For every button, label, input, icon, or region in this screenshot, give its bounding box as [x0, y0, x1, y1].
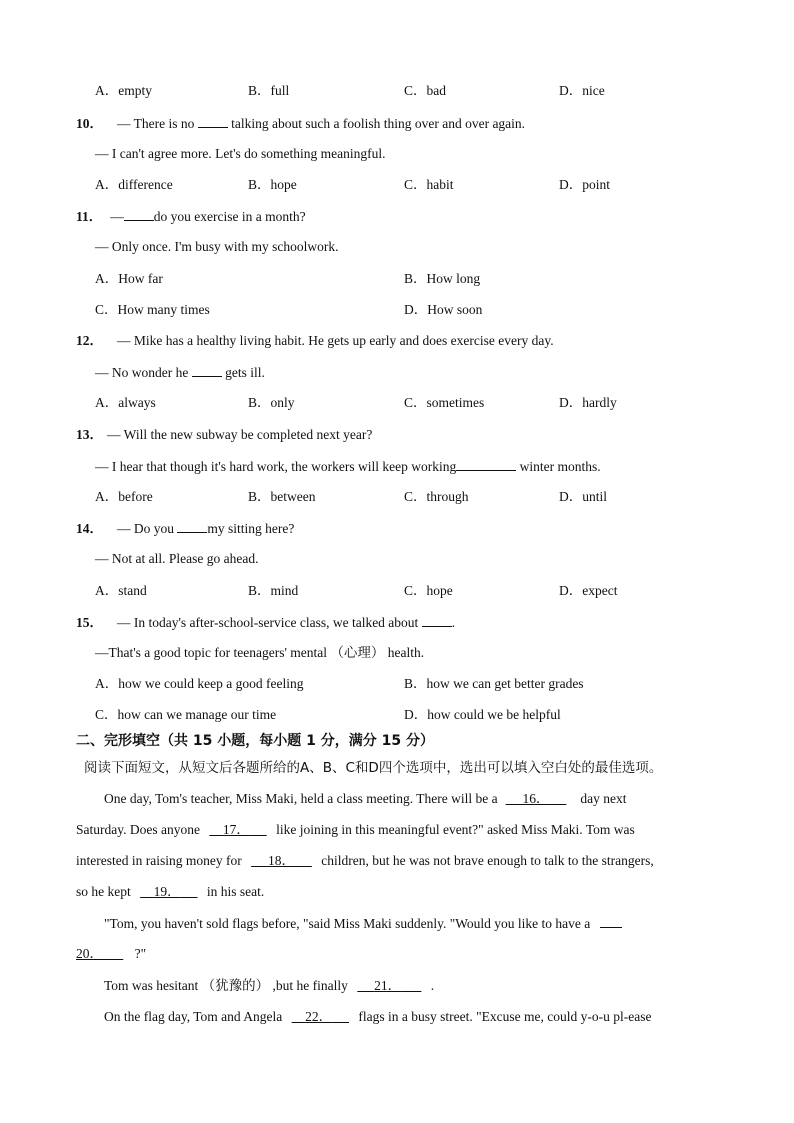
- passage-text: On the flag day, Tom and Angela: [104, 1009, 283, 1024]
- blank-17-label: 17．: [222, 822, 250, 837]
- blank-20-start: [600, 914, 622, 928]
- q14-option-a: A．stand: [95, 583, 147, 598]
- q11-option-c: C．How many times: [95, 302, 210, 317]
- q10-reply: — I can't agree more. Let's do something meaningful.: [95, 146, 386, 161]
- q11-option-d: D．How soon: [404, 302, 483, 317]
- q14-reply: — Not at all. Please go ahead.: [95, 551, 259, 566]
- q11-option-b: B．How long: [404, 271, 481, 286]
- q9-option-b: B．full: [248, 83, 290, 98]
- q15-text-a: — In today's after-school-service class, we talked about: [117, 615, 419, 630]
- passage-text: in his seat.: [206, 884, 265, 899]
- blank-16: [501, 790, 571, 806]
- q12-option-d: D．hardly: [559, 395, 617, 410]
- q11-blank: [124, 207, 154, 221]
- blank-20: [76, 946, 123, 961]
- passage-text: ?": [134, 946, 147, 961]
- q12-reply-a: — No wonder he: [95, 365, 189, 380]
- blank-16-label: 16．: [522, 791, 550, 806]
- q12-text: — Mike has a healthy living habit. He gets up early and does exercise every day.: [117, 333, 554, 348]
- q12-option-b: B．only: [248, 395, 295, 410]
- blank-22-label: 22．: [305, 1009, 333, 1024]
- blank-21: [357, 978, 421, 993]
- passage-text: interested in raising money for: [76, 853, 242, 868]
- passage-text: children, but he was not brave enough to talk to the strangers,: [321, 853, 654, 868]
- q15-blank: [422, 613, 452, 627]
- q14-stem: [76, 519, 294, 538]
- q12-number: 12．: [76, 333, 103, 348]
- q13-reply-a: — I hear that though it's hard work, the workers will keep working: [95, 459, 457, 474]
- q13-reply-b: winter months.: [519, 459, 601, 474]
- q10-option-b: B．hope: [248, 177, 297, 192]
- q15-text-b: .: [451, 615, 456, 630]
- blank-20-label: 20．: [76, 946, 103, 961]
- passage-text: day next: [580, 791, 627, 806]
- q10-text-b: talking about such a foolish thing over and over again.: [231, 116, 526, 131]
- q10-stem: [76, 114, 525, 133]
- q13-option-b: B．between: [248, 489, 316, 504]
- q10-text-a: — There is no: [117, 116, 195, 131]
- section-instruction: 阅读下面短文，从短文后各题所给的A、B、C和D四个选项中，选出可以填入空白处的最佳选项。: [84, 760, 663, 776]
- q12-reply: [95, 363, 265, 382]
- q14-number: 14．: [76, 521, 103, 536]
- q11-text-a: —: [110, 209, 124, 224]
- q10-number: 10．: [76, 116, 103, 131]
- q13-blank: [456, 457, 516, 471]
- q13-option-c: C．through: [404, 489, 469, 504]
- q15-stem: [76, 613, 455, 632]
- passage-line-7: [104, 977, 434, 995]
- blank-19-label: 19．: [153, 884, 181, 899]
- blank-21-label: 21．: [374, 978, 402, 993]
- q10-option-c: C．habit: [404, 177, 454, 192]
- q9-option-a: A．empty: [95, 83, 152, 98]
- q9-option-c: C．bad: [404, 83, 446, 98]
- q15-option-a: A．how we could keep a good feeling: [95, 676, 304, 691]
- passage-line-6: [76, 945, 146, 963]
- passage-line-3: [76, 852, 654, 870]
- passage-text: .: [430, 978, 435, 993]
- q10-option-a: A．difference: [95, 177, 173, 192]
- q12-reply-b: gets ill.: [225, 365, 265, 380]
- passage-line-4: [76, 883, 264, 901]
- q11-stem: [76, 207, 306, 226]
- q11-text-b: do you exercise in a month?: [153, 209, 306, 224]
- passage-text: "Tom, you haven't sold flags before, "said Miss Maki suddenly. "Would you like to have a: [104, 916, 591, 931]
- blank-18: [251, 853, 312, 868]
- q13-option-d: D．until: [559, 489, 608, 504]
- q15-option-b: B．how we can get better grades: [404, 676, 584, 691]
- q13-stem: [76, 426, 372, 444]
- blank-18-label: 18．: [267, 853, 295, 868]
- q14-option-d: D．expect: [559, 583, 618, 598]
- q15-reply: —That's a good topic for teenagers' mental （心理） health.: [95, 645, 425, 660]
- q13-number: 13．: [76, 427, 103, 442]
- blank-19: [140, 884, 197, 899]
- passage-text: One day, Tom's teacher, Miss Maki, held a class meeting. There will be a: [104, 791, 498, 806]
- q11-number: 11．: [76, 209, 103, 224]
- blank-17: [209, 822, 266, 837]
- q15-option-d: D．how could we be helpful: [404, 707, 561, 722]
- q11-reply: — Only once. I'm busy with my schoolwork.: [95, 239, 339, 254]
- q15-option-c: C．how can we manage our time: [95, 707, 277, 722]
- q10-option-d: D．point: [559, 177, 611, 192]
- passage-text: flags in a busy street. "Excuse me, could y-o-u pl-ease: [358, 1009, 652, 1024]
- section-title: 二、完形填空（共 15 小题，每小题 1 分，满分 15 分）: [76, 733, 434, 749]
- passage-text: Tom was hesitant （犹豫的） ,but he finally: [104, 978, 348, 993]
- q12-option-a: A．always: [95, 395, 156, 410]
- q10-blank: [198, 114, 228, 128]
- passage-text: so he kept: [76, 884, 131, 899]
- q14-option-b: B．mind: [248, 583, 299, 598]
- q12-stem: [76, 332, 554, 350]
- q12-blank: [192, 363, 222, 377]
- passage-line-5: [104, 914, 622, 933]
- q14-text-a: — Do you: [117, 521, 174, 536]
- q13-text: — Will the new subway be completed next year?: [107, 427, 373, 442]
- q9-option-d: D．nice: [559, 83, 605, 98]
- q12-option-c: C．sometimes: [404, 395, 485, 410]
- passage-text: like joining in this meaningful event?" asked Miss Maki. Tom was: [276, 822, 635, 837]
- q14-text-b: my sitting here?: [207, 521, 295, 536]
- q13-reply: [95, 457, 601, 476]
- passage-line-8: [104, 1008, 651, 1026]
- q11-option-a: A．How far: [95, 271, 163, 286]
- q14-option-c: C．hope: [404, 583, 453, 598]
- q14-blank: [177, 519, 207, 533]
- q13-option-a: A．before: [95, 489, 153, 504]
- blank-22: [292, 1009, 349, 1024]
- passage-text: Saturday. Does anyone: [76, 822, 200, 837]
- q15-number: 15．: [76, 615, 103, 630]
- passage-line-2: [76, 821, 635, 839]
- passage-line-1: [104, 790, 626, 808]
